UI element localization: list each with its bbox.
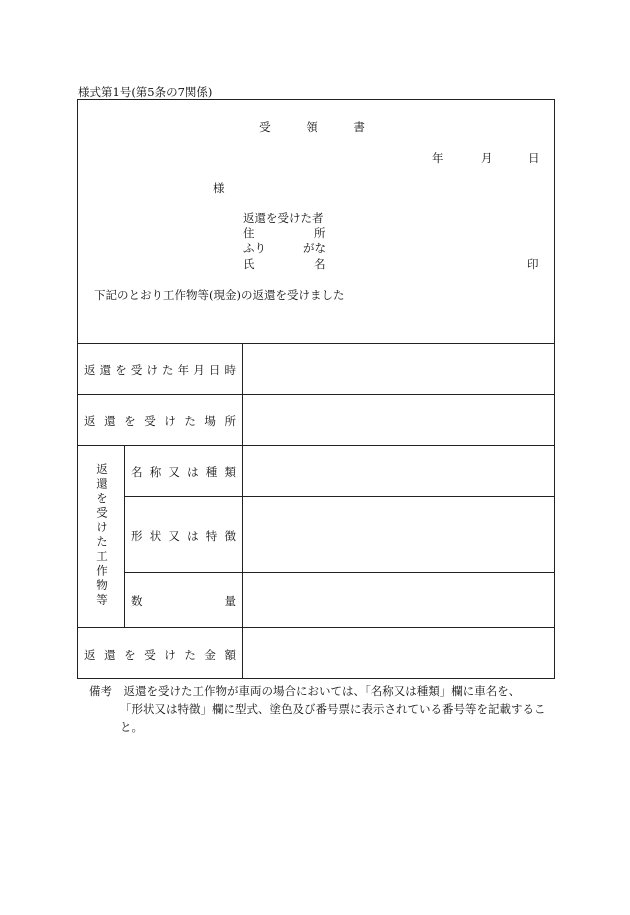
date-day-label: 日: [528, 151, 540, 165]
address-label-left: 住: [243, 226, 255, 240]
name-or-type-field[interactable]: [243, 446, 554, 496]
return-datetime-field[interactable]: [243, 344, 554, 394]
name-or-type-label: 名 称 又 は 種 類: [131, 465, 236, 479]
address-label-right: 所: [314, 226, 326, 240]
furigana-label-right: がな: [303, 241, 326, 255]
shape-or-feature-field[interactable]: [243, 497, 554, 572]
name-label-right: 名: [314, 257, 326, 271]
shape-or-feature-label: 形 状 又 は 特 徴: [131, 529, 236, 543]
name-label-left: 氏: [243, 257, 255, 271]
furigana-label-left: ふり: [243, 241, 266, 255]
note-line-1: 備考 返還を受けた工作物が車両の場合においては、「名称又は種類」欄に車名を、: [89, 684, 521, 698]
receipt-title: 受 領 書: [259, 120, 381, 134]
returned-amount-field[interactable]: [243, 628, 554, 678]
date-month-label: 月: [481, 151, 493, 165]
return-place-field[interactable]: [243, 395, 554, 445]
addressee-suffix: 様: [213, 181, 225, 195]
recipient-heading: 返還を受けた者: [243, 211, 324, 225]
form-number-label: 様式第1号(第5条の7関係): [78, 85, 213, 99]
returned-items-group-label: 返還を受けた工作物等: [95, 463, 109, 608]
returned-amount-label: 返 還 を 受 け た 金 額: [84, 648, 236, 662]
return-datetime-label: 返 還 を 受 け た 年 月 日 時: [84, 363, 236, 377]
note-line-3: と。: [120, 720, 143, 734]
return-place-label: 返 還 を 受 け た 場 所: [84, 414, 236, 428]
quantity-label: 数 量: [131, 594, 236, 608]
quantity-field[interactable]: [243, 573, 554, 627]
date-year-label: 年: [432, 151, 444, 165]
seal-mark: 印: [527, 257, 539, 271]
receipt-statement: 下記のとおり工作物等(現金)の返還を受けました: [94, 288, 345, 302]
column-divider-group: [124, 445, 125, 627]
note-line-2: 「形状又は特徴」欄に型式、塗色及び番号票に表示されている番号等を記載するこ: [120, 702, 546, 716]
